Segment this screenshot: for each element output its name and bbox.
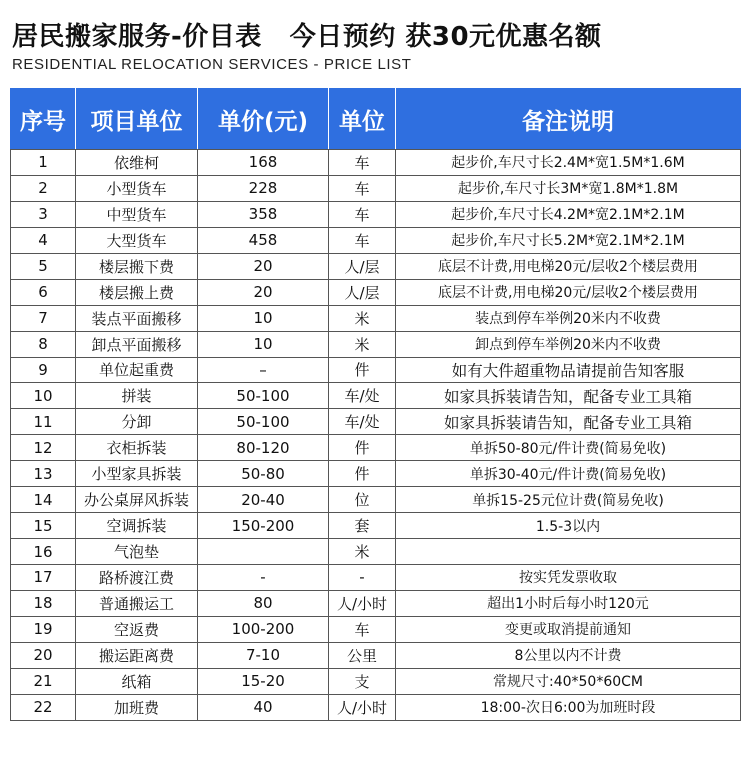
table-row <box>11 616 741 642</box>
cell-unit: 位 <box>329 487 396 513</box>
cell-note: 起步价,车尺寸长3M*宽1.8M*1.8M <box>396 175 741 201</box>
cell-note: 起步价,车尺寸长5.2M*宽2.1M*2.1M <box>396 227 741 253</box>
cell-index: 10 <box>11 383 76 409</box>
cell-note: 如家具拆装请告知，配备专业工具箱 <box>396 383 741 409</box>
cell-index: 12 <box>11 435 76 461</box>
cell-note: 18:00-次日6:00为加班时段 <box>396 694 741 720</box>
cell-price <box>198 539 329 565</box>
cell-price: 40 <box>198 694 329 720</box>
cell-note: 8公里以内不计费 <box>396 642 741 668</box>
cell-price: 100-200 <box>198 616 329 642</box>
cell-index: 22 <box>11 694 76 720</box>
cell-index: 7 <box>11 305 76 331</box>
cell-note: 按实凭发票收取 <box>396 565 741 591</box>
cell-item: 普通搬运工 <box>76 590 198 616</box>
cell-item: 路桥渡江费 <box>76 565 198 591</box>
cell-price: 50-100 <box>198 383 329 409</box>
cell-item: 纸箱 <box>76 668 198 694</box>
cell-item: 拼装 <box>76 383 198 409</box>
cell-item: 单位起重费 <box>76 357 198 383</box>
cell-price: 10 <box>198 305 329 331</box>
cell-price: 358 <box>198 201 329 227</box>
cell-unit: 人/层 <box>329 279 396 305</box>
cell-index: 4 <box>11 227 76 253</box>
cell-unit: 支 <box>329 668 396 694</box>
cell-unit: 车 <box>329 227 396 253</box>
cell-index: 15 <box>11 513 76 539</box>
price-table <box>10 88 741 721</box>
cell-note: 单拆15-25元位计费(简易免收) <box>396 487 741 513</box>
cell-price: – <box>198 357 329 383</box>
cell-index: 9 <box>11 357 76 383</box>
cell-unit: 人/小时 <box>329 590 396 616</box>
cell-item: 空返费 <box>76 616 198 642</box>
cell-note: 单拆50-80元/件计费(简易免收) <box>396 435 741 461</box>
cell-item: 大型货车 <box>76 227 198 253</box>
table-row <box>11 150 741 176</box>
col-header-index: 序号 <box>11 89 76 150</box>
cell-price: 7-10 <box>198 642 329 668</box>
cell-note: 如家具拆装请告知，配备专业工具箱 <box>396 409 741 435</box>
cell-index: 8 <box>11 331 76 357</box>
page-subtitle: RESIDENTIAL RELOCATION SERVICES - PRICE LIST <box>12 56 412 73</box>
cell-item: 加班费 <box>76 694 198 720</box>
cell-unit: - <box>329 565 396 591</box>
cell-note: 1.5-3以内 <box>396 513 741 539</box>
table-row <box>11 565 741 591</box>
cell-price: 50-80 <box>198 461 329 487</box>
cell-price: 80 <box>198 590 329 616</box>
col-header-item: 项目单位 <box>76 89 198 150</box>
cell-note: 起步价,车尺寸长2.4M*宽1.5M*1.6M <box>396 150 741 176</box>
cell-index: 1 <box>11 150 76 176</box>
cell-note: 底层不计费,用电梯20元/层收2个楼层费用 <box>396 279 741 305</box>
cell-note: 常规尺寸:40*50*60CM <box>396 668 741 694</box>
cell-unit: 车/处 <box>329 383 396 409</box>
cell-price: 20 <box>198 253 329 279</box>
cell-unit: 米 <box>329 331 396 357</box>
cell-price: 150-200 <box>198 513 329 539</box>
table-row <box>11 175 741 201</box>
cell-index: 14 <box>11 487 76 513</box>
cell-note: 底层不计费,用电梯20元/层收2个楼层费用 <box>396 253 741 279</box>
cell-item: 中型货车 <box>76 201 198 227</box>
cell-unit: 车 <box>329 175 396 201</box>
cell-unit: 车 <box>329 150 396 176</box>
cell-index: 18 <box>11 590 76 616</box>
cell-unit: 米 <box>329 539 396 565</box>
cell-note: 起步价,车尺寸长4.2M*宽2.1M*2.1M <box>396 201 741 227</box>
table-row <box>11 539 741 565</box>
cell-note: 超出1小时后每小时120元 <box>396 590 741 616</box>
cell-unit: 件 <box>329 435 396 461</box>
page-title: 居民搬家服务-价目表 <box>12 21 262 52</box>
cell-unit: 车 <box>329 201 396 227</box>
cell-item: 楼层搬上费 <box>76 279 198 305</box>
col-header-price: 单价(元) <box>198 89 329 150</box>
cell-price: 50-100 <box>198 409 329 435</box>
cell-index: 6 <box>11 279 76 305</box>
cell-price: - <box>198 565 329 591</box>
table-row <box>11 383 741 409</box>
table-row <box>11 305 741 331</box>
table-row <box>11 487 741 513</box>
cell-unit: 件 <box>329 357 396 383</box>
cell-unit: 人/小时 <box>329 694 396 720</box>
table-row <box>11 461 741 487</box>
cell-note: 如有大件超重物品请提前告知客服 <box>396 357 741 383</box>
cell-price: 20 <box>198 279 329 305</box>
cell-price: 20-40 <box>198 487 329 513</box>
cell-index: 2 <box>11 175 76 201</box>
promo-text: 今日预约 获30元优惠名额 <box>289 21 602 52</box>
cell-price: 228 <box>198 175 329 201</box>
cell-item: 空调拆装 <box>76 513 198 539</box>
cell-index: 13 <box>11 461 76 487</box>
cell-item: 卸点平面搬移 <box>76 331 198 357</box>
cell-unit: 车 <box>329 616 396 642</box>
cell-note <box>396 539 741 565</box>
cell-index: 5 <box>11 253 76 279</box>
cell-item: 气泡垫 <box>76 539 198 565</box>
cell-price: 10 <box>198 331 329 357</box>
table-row <box>11 513 741 539</box>
cell-price: 168 <box>198 150 329 176</box>
table-row <box>11 201 741 227</box>
cell-index: 21 <box>11 668 76 694</box>
table-header <box>11 89 741 150</box>
col-header-unit: 单位 <box>329 89 396 150</box>
cell-item: 搬运距离费 <box>76 642 198 668</box>
cell-item: 小型家具拆装 <box>76 461 198 487</box>
cell-unit: 米 <box>329 305 396 331</box>
cell-item: 办公桌屏风拆装 <box>76 487 198 513</box>
cell-item: 小型货车 <box>76 175 198 201</box>
cell-price: 15-20 <box>198 668 329 694</box>
table-row <box>11 642 741 668</box>
cell-item: 装点平面搬移 <box>76 305 198 331</box>
cell-note: 装点到停车举例20米内不收费 <box>396 305 741 331</box>
table-row <box>11 409 741 435</box>
table-row <box>11 435 741 461</box>
table-row <box>11 253 741 279</box>
table-row <box>11 357 741 383</box>
table-row <box>11 590 741 616</box>
title-bar <box>12 14 738 54</box>
cell-price: 80-120 <box>198 435 329 461</box>
table-body <box>11 150 741 721</box>
cell-price: 458 <box>198 227 329 253</box>
cell-index: 17 <box>11 565 76 591</box>
cell-note: 单拆30-40元/件计费(简易免收) <box>396 461 741 487</box>
cell-index: 11 <box>11 409 76 435</box>
table-row <box>11 694 741 720</box>
cell-unit: 车/处 <box>329 409 396 435</box>
cell-item: 依维柯 <box>76 150 198 176</box>
cell-item: 衣柜拆装 <box>76 435 198 461</box>
cell-index: 3 <box>11 201 76 227</box>
cell-note: 变更或取消提前通知 <box>396 616 741 642</box>
col-header-note: 备注说明 <box>396 89 741 150</box>
table-row <box>11 279 741 305</box>
cell-index: 20 <box>11 642 76 668</box>
header-row <box>11 89 741 150</box>
cell-unit: 件 <box>329 461 396 487</box>
cell-unit: 套 <box>329 513 396 539</box>
cell-index: 19 <box>11 616 76 642</box>
cell-unit: 人/层 <box>329 253 396 279</box>
table-row <box>11 331 741 357</box>
cell-unit: 公里 <box>329 642 396 668</box>
cell-index: 16 <box>11 539 76 565</box>
cell-item: 分卸 <box>76 409 198 435</box>
cell-note: 卸点到停车举例20米内不收费 <box>396 331 741 357</box>
table-row <box>11 227 741 253</box>
cell-item: 楼层搬下费 <box>76 253 198 279</box>
table-row <box>11 668 741 694</box>
